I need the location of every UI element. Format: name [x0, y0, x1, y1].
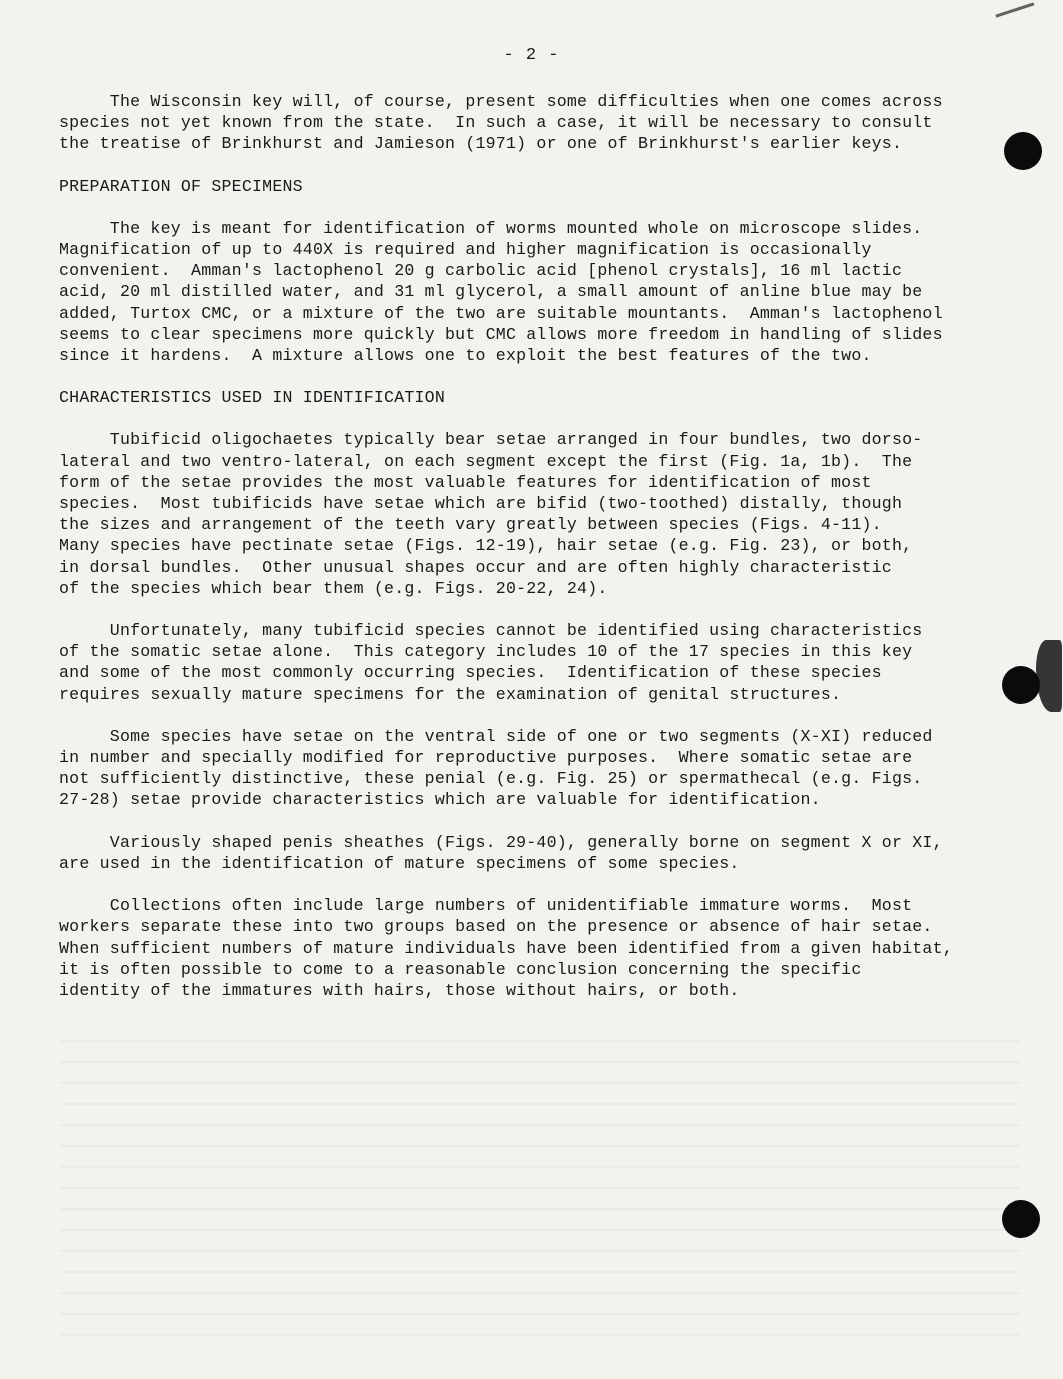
show-through-bleed — [60, 1040, 1020, 1340]
text-line: seems to clear specimens more quickly but CMC allows more freedom in handling of slides — [59, 324, 943, 344]
text-line: not sufficiently distinctive, these penial (e.g. Fig. 25) or spermathecal (e.g. Figs. — [59, 769, 923, 789]
corner-mark — [995, 2, 1040, 36]
text-line: form of the setae provides the most valuable features for identification of most — [59, 472, 872, 492]
text-line: species. Most tubificids have setae which are bifid (two-toothed) distally, though — [59, 494, 903, 514]
text-line: species not yet known from the state. In such a case, it will be necessary to consult — [59, 113, 933, 133]
text-line: Some species have setae on the ventral side of one or two segments (X-XI) reduced — [59, 726, 933, 746]
text-line: The Wisconsin key will, of course, present some difficulties when one comes across — [59, 92, 943, 111]
page-number: - 2 - — [503, 46, 560, 65]
text-line: of the somatic setae alone. This category includes 10 of the 17 species in this key — [59, 642, 913, 662]
text-line: requires sexually mature specimens for the examination of genital structures. — [59, 684, 842, 704]
text-line: Variously shaped penis sheathes (Figs. 29-40), generally borne on segment X or XI, — [59, 832, 943, 852]
text-line: it is often possible to come to a reasonable conclusion concerning the specific — [59, 959, 862, 979]
text-line: acid, 20 ml distilled water, and 31 ml glycerol, a small amount of anline blue may be — [59, 282, 923, 302]
text-line: Magnification of up to 440X is required and higher magnification is occasionally — [59, 240, 872, 260]
text-line: of the species which bear them (e.g. Figs. 20-22, 24). — [59, 578, 608, 598]
paragraph-intro — [59, 91, 1009, 155]
paragraph-characteristics-mature — [59, 620, 1009, 705]
paragraph-preparation — [59, 218, 1009, 366]
paragraph-characteristics-setae — [59, 429, 1009, 599]
text-line: Tubificid oligochaetes typically bear setae arranged in four bundles, two dorso- — [59, 430, 923, 450]
text-line: the sizes and arrangement of the teeth vary greatly between species (Figs. 4-11). — [59, 515, 882, 535]
punch-hole-top — [1004, 132, 1042, 170]
text-line: the treatise of Brinkhurst and Jamieson (1971) or one of Brinkhurst's earlier keys. — [59, 134, 903, 154]
paragraph-characteristics-immature — [59, 895, 1009, 1001]
text-line: in dorsal bundles. Other unusual shapes occur and are often highly characteristic — [59, 557, 892, 577]
section-heading-characteristics: CHARACTERISTICS USED IN IDENTIFICATION — [59, 388, 445, 408]
text-line: and some of the most commonly occurring species. Identification of these species — [59, 663, 882, 683]
text-line: added, Turtox CMC, or a mixture of the two are suitable mountants. Amman's lactophenol — [59, 303, 943, 323]
text-line: 27-28) setae provide characteristics which are valuable for identification. — [59, 790, 821, 810]
text-line: convenient. Amman's lactophenol 20 g carbolic acid [phenol crystals], 16 ml lactic — [59, 261, 903, 281]
text-line: identity of the immatures with hairs, those without hairs, or both. — [59, 980, 740, 1000]
text-line: since it hardens. A mixture allows one to exploit the best features of the two. — [59, 346, 872, 366]
document-body — [59, 91, 1009, 1001]
text-line: are used in the identification of mature specimens of some species. — [59, 853, 740, 873]
text-line: Many species have pectinate setae (Figs. 12-19), hair setae (e.g. Fig. 23), or both, — [59, 536, 913, 556]
section-heading-preparation: PREPARATION OF SPECIMENS — [59, 176, 303, 196]
text-line: When sufficient numbers of mature individuals have been identified from a given habitat, — [59, 938, 953, 958]
text-line: lateral and two ventro-lateral, on each segment except the first (Fig. 1a, 1b). The — [59, 451, 913, 471]
paragraph-characteristics-sheathes — [59, 832, 1009, 874]
paragraph-characteristics-penial — [59, 726, 1009, 811]
ink-stain — [1036, 640, 1062, 712]
text-line: Collections often include large numbers of unidentifiable immature worms. Most — [59, 896, 913, 916]
text-line: in number and specially modified for reproductive purposes. Where somatic setae are — [59, 748, 913, 768]
text-line: workers separate these into two groups based on the presence or absence of hair setae. — [59, 917, 933, 937]
text-line: The key is meant for identification of worms mounted whole on microscope slides. — [59, 218, 923, 238]
text-line: Unfortunately, many tubificid species cannot be identified using characteristics — [59, 621, 923, 641]
